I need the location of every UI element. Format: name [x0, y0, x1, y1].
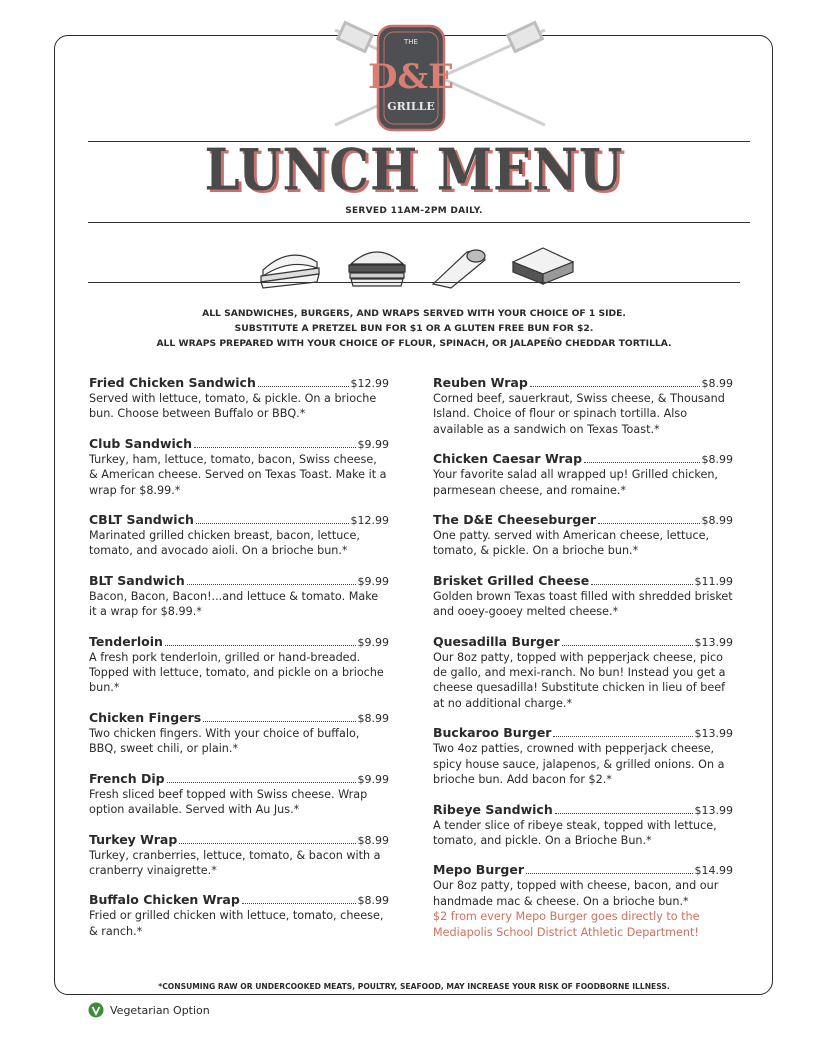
item-name: Turkey Wrap [89, 831, 178, 847]
served-hours: SERVED 11AM-2PM DAILY. [345, 206, 483, 216]
menu-item [433, 634, 733, 712]
food-safety-footnote: *CONSUMING RAW OR UNDERCOOKED MEATS, POULTRY, SEAFOOD, MAY INCREASE YOUR RISK OF FOODBORNE ILLNESS. [158, 982, 670, 991]
icons-rule [88, 282, 740, 283]
item-description: Served with lettuce, tomato, & pickle. On a brioche bun. Choose between Buffalo or BBQ.* [89, 392, 377, 421]
vegetarian-leaf-icon [88, 1002, 104, 1018]
item-price: $13.99 [694, 803, 733, 817]
item-description: Our 8oz patty, topped with pepperjack cheese, pico de gallo, and mexi-ranch. No bun! Instead you get a cheese quesadilla! Substitute chicken in lieu of beef at no additional charge.* [433, 650, 726, 710]
leader-dots [553, 727, 692, 737]
logo-top: THE [404, 38, 418, 46]
menu-column-left [89, 375, 389, 953]
item-description: Two 4oz patties, crowned with pepperjack cheese, spicy house sauce, jalapenos, & grilled onions. On a brioche bun. Add bacon for $2.* [433, 742, 725, 787]
menu-item [89, 634, 389, 696]
menu-item [433, 725, 733, 787]
leader-dots [562, 636, 693, 646]
legend-label: Vegetarian Option [110, 1003, 210, 1017]
leader-dots [258, 377, 349, 387]
item-price: $8.99 [357, 711, 389, 725]
menu-item [433, 802, 733, 849]
leader-dots [526, 864, 693, 874]
legend [88, 1002, 210, 1018]
item-name: Brisket Grilled Cheese [433, 572, 590, 588]
item-price: $13.99 [694, 635, 733, 649]
item-price: $8.99 [701, 514, 733, 528]
note-line: ALL WRAPS PREPARED WITH YOUR CHOICE OF FLOUR, SPINACH, OR JALAPEÑO CHEDDAR TORTILLA. [156, 338, 672, 349]
leader-dots [242, 894, 356, 904]
item-price: $9.99 [357, 437, 389, 451]
item-price: $9.99 [357, 574, 389, 588]
note-line: SUBSTITUTE A PRETZEL BUN FOR $1 OR A GLUTEN FREE BUN FOR $2. [234, 323, 594, 334]
item-description: A fresh pork tenderloin, grilled or hand-breaded. Topped with lettuce, tomato, and pickle on a brioche bun.* [89, 650, 384, 695]
menu-item [89, 771, 389, 818]
item-description: Your favorite salad all wrapped up! Grilled chicken, parmesean cheese, and romaine.* [433, 468, 718, 497]
item-description: Our 8oz patty, topped with cheese, bacon, and our handmade mac & cheese. On a brioche bun.* [433, 879, 719, 908]
menu-item [89, 573, 389, 620]
item-description: Two chicken fingers. With your choice of buffalo, BBQ, sweet chili, or plain.* [89, 726, 360, 756]
menu-item [89, 512, 389, 559]
item-name: Tenderloin [89, 633, 163, 649]
menu-item [433, 375, 733, 437]
item-name: Buckaroo Burger [433, 725, 552, 741]
burger-icon [349, 252, 405, 286]
menu-item [433, 573, 733, 620]
item-name: French Dip [89, 770, 165, 786]
menu-item [89, 832, 389, 879]
item-description: Turkey, cranberries, lettuce, tomato, & bacon with a cranberry vinaigrette.* [89, 848, 381, 877]
item-price: $11.99 [694, 574, 733, 588]
item-name: Ribeye Sandwich [433, 801, 553, 817]
item-name: BLT Sandwich [89, 572, 185, 588]
item-name: The D&E Cheeseburger [433, 512, 596, 528]
item-name: Club Sandwich [89, 435, 193, 451]
item-price: $9.99 [357, 635, 389, 649]
d-and-e-grille-logo [330, 20, 550, 138]
leader-dots [530, 377, 700, 387]
title-rule-bottom [88, 222, 750, 223]
leader-dots [179, 834, 355, 844]
item-description: Bacon, Bacon, Bacon!...and lettuce & tomato. Make it a wrap for $8.99.* [89, 589, 379, 619]
menu-item [89, 710, 389, 757]
item-price: $14.99 [694, 864, 733, 878]
item-description: Marinated grilled chicken breast, bacon, lettuce, tomato, and avocado aioli. On a brioche bun.* [89, 529, 360, 558]
item-price: $12.99 [350, 377, 389, 390]
menu-column-right [433, 375, 733, 954]
item-name: Reuben Wrap [433, 375, 528, 390]
item-name: Quesadilla Burger [433, 633, 560, 649]
side-notes [0, 306, 828, 351]
leader-dots [591, 575, 692, 585]
logo-bottom: GRILLE [387, 100, 435, 113]
item-name: Chicken Caesar Wrap [433, 451, 583, 467]
item-description: Turkey, ham, lettuce, tomato, bacon, Swiss cheese, & American cheese. Served on Texas Toast. Make it a wrap for $8.99.* [89, 452, 387, 497]
leader-dots [196, 514, 349, 524]
item-description: A tender slice of ribeye steak, topped with lettuce, tomato, and pickle. On a Brioche Bun.* [433, 818, 717, 847]
leader-dots [187, 575, 356, 585]
page-title: LUNCH MENU [204, 135, 624, 204]
item-name: CBLT Sandwich [89, 512, 194, 528]
leader-dots [165, 636, 356, 646]
item-description: Corned beef, sauerkraut, Swiss cheese, & Thousand Island. Choice of flour or spinach tortilla. Also available as a sandwich on Texas Toast.* [433, 392, 725, 436]
menu-item [89, 436, 389, 498]
item-description: Fried or grilled chicken with lettuce, tomato, cheese, & ranch.* [89, 909, 384, 938]
item-price: $8.99 [357, 894, 389, 908]
menu-item [433, 862, 733, 940]
leader-dots [203, 712, 355, 722]
leader-dots [167, 773, 356, 783]
item-name: Fried Chicken Sandwich [89, 375, 256, 390]
item-description: Golden brown Texas toast filled with shredded brisket and ooey-gooey melted cheese.* [433, 589, 733, 619]
item-name: Buffalo Chicken Wrap [89, 892, 240, 908]
menu-item [89, 375, 389, 422]
item-donation-note: $2 from every Mepo Burger goes directly to the Mediapolis School District Athletic Department! [433, 910, 700, 939]
menu-item [433, 512, 733, 559]
item-price: $8.99 [701, 377, 733, 390]
logo-name: D&E [367, 57, 455, 97]
item-price: $12.99 [350, 514, 389, 528]
note-line: ALL SANDWICHES, BURGERS, AND WRAPS SERVED WITH YOUR CHOICE OF 1 SIDE. [202, 308, 626, 319]
item-price: $9.99 [357, 772, 389, 786]
item-price: $13.99 [694, 727, 733, 741]
sandwich-stack-icon [261, 255, 319, 288]
item-description: One patty. served with American cheese, lettuce, tomato, & pickle. On a brioche bun.* [433, 529, 710, 558]
triangle-sandwich-icon [513, 248, 573, 284]
item-price: $8.99 [701, 453, 733, 467]
item-name: Chicken Fingers [89, 709, 202, 725]
item-price: $8.99 [357, 833, 389, 847]
leader-dots [194, 438, 355, 448]
item-name: Mepo Burger [433, 862, 524, 878]
menu-item [89, 892, 389, 939]
item-description: Fresh sliced beef topped with Swiss cheese. Wrap option available. Served with Au Jus.* [89, 787, 368, 817]
menu-item [433, 451, 733, 498]
leader-dots [584, 453, 699, 463]
leader-dots [555, 804, 693, 814]
leader-dots [598, 514, 700, 524]
